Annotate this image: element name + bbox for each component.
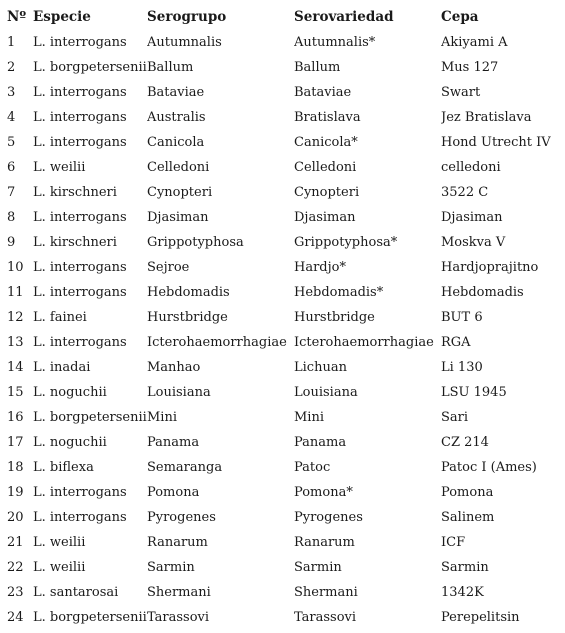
cell-num: 7 [7, 185, 16, 200]
cell-cepa: ICF [441, 535, 466, 550]
cell-serogrupo: Grippotyphosa [147, 235, 244, 250]
cell-especie: L. santarosai [33, 585, 119, 600]
cell-especie: L. noguchii [33, 385, 107, 400]
table-row [0, 330, 565, 355]
table-row [0, 30, 565, 55]
cell-num: 16 [7, 410, 24, 425]
cell-cepa: Pomona [441, 485, 494, 500]
cell-especie: L. noguchii [33, 435, 107, 450]
table-row [0, 280, 565, 305]
cell-serovariedad: Panama [294, 435, 347, 450]
cell-serovariedad: Icterohaemorrhagiae [294, 335, 434, 350]
cell-cepa: Djasiman [441, 210, 503, 225]
cell-serogrupo: Sejroe [147, 260, 190, 275]
header-serovariedad: Serovariedad [294, 9, 394, 25]
cell-serogrupo: Panama [147, 435, 200, 450]
table-row [0, 405, 565, 430]
cell-cepa: Hebdomadis [441, 285, 524, 300]
cell-num: 13 [7, 335, 24, 350]
table-body [0, 30, 565, 630]
cell-num: 17 [7, 435, 24, 450]
cell-serogrupo: Celledoni [147, 160, 210, 175]
cell-num: 18 [7, 460, 24, 475]
cell-num: 3 [7, 85, 16, 100]
table-row [0, 205, 565, 230]
cell-num: 22 [7, 560, 24, 575]
cell-cepa: Moskva V [441, 235, 506, 250]
cell-serovariedad: Tarassovi [294, 610, 357, 625]
table-row [0, 455, 565, 480]
cell-especie: L. weilii [33, 535, 86, 550]
cell-serogrupo: Tarassovi [147, 610, 210, 625]
cell-serogrupo: Australis [147, 110, 206, 125]
cell-serovariedad: Djasiman [294, 210, 356, 225]
cell-cepa: RGA [441, 335, 471, 350]
cell-num: 20 [7, 510, 24, 525]
cell-num: 1 [7, 35, 16, 50]
cell-serogrupo: Icterohaemorrhagiae [147, 335, 287, 350]
cell-cepa: Li 130 [441, 360, 483, 375]
table-row [0, 255, 565, 280]
table-row [0, 480, 565, 505]
cell-cepa: Sarmin [441, 560, 489, 575]
cell-num: 23 [7, 585, 24, 600]
cell-serogrupo: Cynopteri [147, 185, 213, 200]
cell-cepa: 3522 C [441, 185, 489, 200]
cell-num: 24 [7, 610, 24, 625]
table-row [0, 55, 565, 80]
cell-num: 10 [7, 260, 24, 275]
cell-cepa: Mus 127 [441, 60, 499, 75]
cell-serovariedad: Sarmin [294, 560, 342, 575]
cell-num: 4 [7, 110, 16, 125]
cell-serovariedad: Pomona* [294, 485, 353, 500]
cell-num: 19 [7, 485, 24, 500]
cell-especie: L. fainei [33, 310, 87, 325]
cell-serogrupo: Pyrogenes [147, 510, 216, 525]
cell-num: 12 [7, 310, 24, 325]
cell-serovariedad: Pyrogenes [294, 510, 363, 525]
cell-serovariedad: Cynopteri [294, 185, 360, 200]
cell-serogrupo: Autumnalis [147, 35, 222, 50]
cell-serovariedad: Celledoni [294, 160, 357, 175]
cell-serogrupo: Pomona [147, 485, 200, 500]
table-row [0, 430, 565, 455]
cell-especie: L. weilii [33, 560, 86, 575]
cell-serovariedad: Lichuan [294, 360, 347, 375]
table-row [0, 505, 565, 530]
leptospira-strain-table [0, 5, 565, 630]
cell-serogrupo: Semaranga [147, 460, 223, 475]
cell-serovariedad: Canicola* [294, 135, 358, 150]
cell-cepa: Akiyami A [441, 35, 508, 50]
table-row [0, 605, 565, 630]
cell-serovariedad: Autumnalis* [294, 35, 376, 50]
cell-especie: L. borgpetersenii [33, 60, 147, 75]
cell-num: 11 [7, 285, 24, 300]
table-row [0, 555, 565, 580]
cell-cepa: Sari [441, 410, 469, 425]
cell-especie: L. interrogans [33, 260, 127, 275]
cell-especie: L. inadai [33, 360, 91, 375]
cell-serogrupo: Louisiana [147, 385, 211, 400]
cell-especie: L. interrogans [33, 85, 127, 100]
cell-serogrupo: Hurstbridge [147, 310, 228, 325]
table-header-row [0, 5, 565, 30]
cell-num: 2 [7, 60, 16, 75]
cell-especie: L. interrogans [33, 35, 127, 50]
table-row [0, 380, 565, 405]
cell-cepa: Salinem [441, 510, 495, 525]
cell-cepa: 1342K [441, 585, 484, 600]
cell-serovariedad: Bratislava [294, 110, 361, 125]
table-row [0, 305, 565, 330]
cell-num: 6 [7, 160, 16, 175]
cell-especie: L. biflexa [33, 460, 94, 475]
cell-cepa: LSU 1945 [441, 385, 507, 400]
cell-serovariedad: Hurstbridge [294, 310, 375, 325]
cell-cepa: Perepelitsin [441, 610, 520, 625]
cell-especie: L. borgpetersenii [33, 410, 147, 425]
table-row [0, 530, 565, 555]
cell-serogrupo: Mini [147, 410, 177, 425]
table-row [0, 105, 565, 130]
header-especie: Especie [33, 9, 91, 25]
cell-especie: L. interrogans [33, 335, 127, 350]
header-num: Nº [7, 9, 26, 25]
table-row [0, 230, 565, 255]
cell-serovariedad: Patoc [294, 460, 331, 475]
cell-serovariedad: Louisiana [294, 385, 358, 400]
cell-serovariedad: Bataviae [294, 85, 352, 100]
table-row [0, 80, 565, 105]
cell-especie: L. interrogans [33, 135, 127, 150]
cell-serovariedad: Hebdomadis* [294, 285, 384, 300]
cell-num: 9 [7, 235, 16, 250]
cell-num: 8 [7, 210, 16, 225]
cell-serogrupo: Ballum [147, 60, 194, 75]
cell-num: 5 [7, 135, 16, 150]
cell-serogrupo: Hebdomadis [147, 285, 230, 300]
cell-especie: L. kirschneri [33, 185, 117, 200]
cell-serogrupo: Sarmin [147, 560, 195, 575]
cell-serovariedad: Shermani [294, 585, 358, 600]
cell-cepa: celledoni [441, 160, 501, 175]
cell-cepa: Patoc I (Ames) [441, 460, 537, 475]
table-row [0, 580, 565, 605]
cell-serogrupo: Ranarum [147, 535, 208, 550]
cell-especie: L. interrogans [33, 285, 127, 300]
cell-especie: L. interrogans [33, 485, 127, 500]
cell-serovariedad: Mini [294, 410, 324, 425]
cell-especie: L. kirschneri [33, 235, 117, 250]
header-serogrupo: Serogrupo [147, 9, 227, 25]
cell-num: 15 [7, 385, 24, 400]
cell-serovariedad: Ballum [294, 60, 341, 75]
cell-cepa: Hond Utrecht IV [441, 135, 551, 150]
cell-cepa: Jez Bratislava [441, 110, 532, 125]
cell-serogrupo: Bataviae [147, 85, 205, 100]
cell-serogrupo: Canicola [147, 135, 205, 150]
cell-especie: L. interrogans [33, 110, 127, 125]
cell-cepa: CZ 214 [441, 435, 489, 450]
cell-serovariedad: Grippotyphosa* [294, 235, 398, 250]
cell-especie: L. weilii [33, 160, 86, 175]
cell-num: 21 [7, 535, 24, 550]
table-row [0, 355, 565, 380]
cell-especie: L. interrogans [33, 210, 127, 225]
header-cepa: Cepa [441, 9, 479, 25]
cell-cepa: BUT 6 [441, 310, 483, 325]
cell-serogrupo: Shermani [147, 585, 211, 600]
cell-cepa: Swart [441, 85, 481, 100]
table-row [0, 130, 565, 155]
cell-serovariedad: Ranarum [294, 535, 355, 550]
cell-serovariedad: Hardjo* [294, 260, 346, 275]
cell-serogrupo: Djasiman [147, 210, 209, 225]
table-row [0, 155, 565, 180]
cell-especie: L. borgpetersenii [33, 610, 147, 625]
cell-serogrupo: Manhao [147, 360, 201, 375]
cell-cepa: Hardjoprajitno [441, 260, 539, 275]
table-row [0, 180, 565, 205]
cell-especie: L. interrogans [33, 510, 127, 525]
cell-num: 14 [7, 360, 24, 375]
